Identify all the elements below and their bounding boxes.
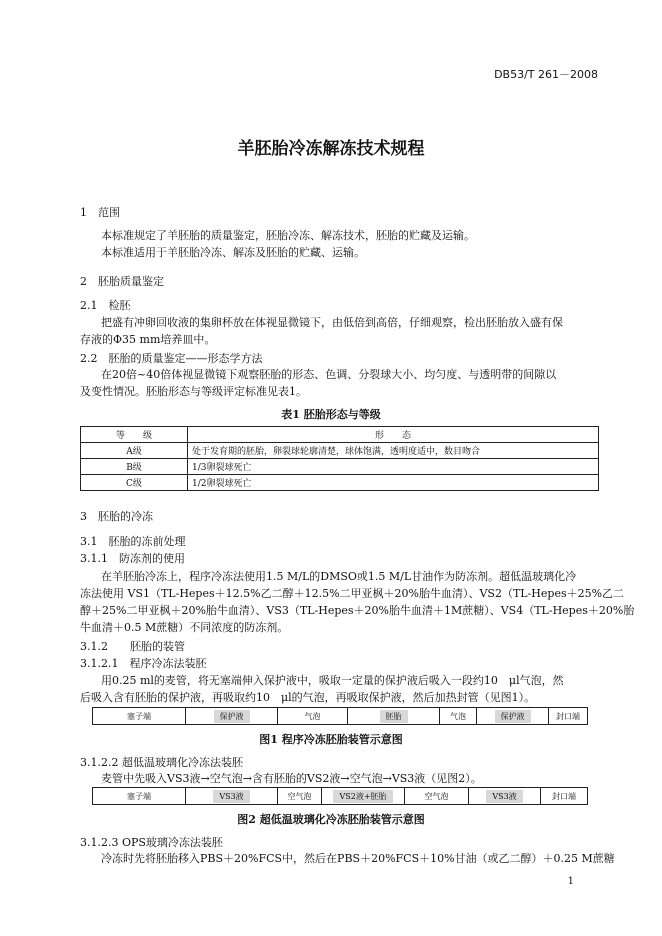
section-3-1-1-text-line: 醇＋25%二甲亚枫＋20%胎牛血清）、VS3（TL-Hepes＋20%胎牛血清＋1M蔗糖）、VS4（TL-Hepes＋20%胎 xyxy=(80,604,635,617)
straw-segment: VS3液 xyxy=(469,788,541,804)
straw-segment: 封口端 xyxy=(556,711,580,721)
embryo-grade-table xyxy=(80,426,599,491)
straw-diagram-figure-1 xyxy=(92,707,588,725)
section-3-1-2-heading: 3.1.2 胚胎的装管 xyxy=(80,640,185,653)
document-title: 羊胚胎冷冻解冻技术规程 xyxy=(237,139,425,159)
table-row xyxy=(81,459,599,475)
straw-segment: VS2液+胚胎 xyxy=(322,788,405,804)
straw-diagram-figure-2 xyxy=(92,787,588,805)
straw-segment: VS3液 xyxy=(186,788,278,804)
section-3-1-2-1-text-line: 后吸入含有胚胎的保护液，再吸取约10 μl的气泡，再吸取保护液，然后加热封管（见图1）。 xyxy=(80,691,536,704)
section-3-1-2-1-text-line: 用0.25 ml的麦管，将无塞端伸入保护液中，吸取一定量的保护液后吸入一段约10 μl气泡，然 xyxy=(101,674,564,687)
table-cell: A级 xyxy=(81,443,188,459)
section-3-1-1-text-line: 牛血清＋0.5 M蔗糖）不同浓度的防冻剂。 xyxy=(80,621,289,634)
table-header-row xyxy=(81,427,599,443)
page-number: 1 xyxy=(567,876,574,887)
section-1-paragraph-1: 本标准规定了羊胚胎的质量鉴定，胚胎冷冻、解冻技术，胚胎的贮藏及运输。 xyxy=(101,229,475,242)
straw-segment: 塞子端 xyxy=(93,708,186,724)
straw-segment: 气泡 xyxy=(278,708,348,724)
section-2-2-heading: 2.2 胚胎的质量鉴定——形态学方法 xyxy=(80,352,263,365)
table-header-cell: 形 态 xyxy=(188,427,599,443)
table-header-cell: 等 级 xyxy=(81,427,188,443)
section-3-1-2-3-text-line: 冷冻时先将胚胎移入PBS＋20%FCS中，然后在PBS＋20%FCS＋10%甘油（或乙二醇）＋0.25 M蔗糖 xyxy=(101,852,615,865)
section-2-heading: 2 胚胎质量鉴定 xyxy=(80,275,164,288)
section-3-1-1-heading: 3.1.1 防冻剂的使用 xyxy=(80,552,185,565)
straw-segment: 空气泡 xyxy=(405,788,469,804)
table-cell: B级 xyxy=(81,459,188,475)
section-3-heading: 3 胚胎的冷冻 xyxy=(80,510,153,523)
section-2-2-text-line: 在20倍~40倍体视显微镜下观察胚胎的形态、色调、分裂球大小、均匀度、与透明带的间隙以 xyxy=(101,368,557,381)
section-2-1-text-line: 把盛有冲卵回收液的集卵杯放在体视显微镜下，由低倍到高倍，仔细观察，检出胚胎放入盛有保 xyxy=(101,316,563,329)
table-cell: 1/2卵裂球死亡 xyxy=(188,475,599,491)
section-3-1-2-2-text-line: 麦管中先吸入VS3液→空气泡→含有胚胎的VS2液→空气泡→VS3液（见图2）。 xyxy=(101,772,482,785)
section-2-1-text-line: 存液的Φ35 mm培养皿中。 xyxy=(80,333,216,346)
straw-segment: 塞子端 xyxy=(93,788,186,804)
table-cell: C级 xyxy=(81,475,188,491)
table-row xyxy=(81,475,599,491)
table-1-caption: 表1 胚胎形态与等级 xyxy=(281,408,381,421)
section-2-1-heading: 2.1 检胚 xyxy=(80,299,131,312)
section-3-1-2-1-heading: 3.1.2.1 程序冷冻法装胚 xyxy=(80,657,207,670)
table-cell: 处于发育期的胚胎，卵裂球轮廓清楚，球体饱满，透明度适中，数目吻合 xyxy=(188,443,599,459)
section-3-1-1-text-line: 冻法使用 VS1（TL-Hepes＋12.5%乙二醇＋12.5%二甲亚枫＋20%胎牛血清）、VS2（TL-Hepes＋25%乙二 xyxy=(80,587,625,600)
straw-segment: 保护液 xyxy=(186,708,278,724)
straw-segment: 空气泡 xyxy=(278,788,322,804)
section-3-1-2-3-heading: 3.1.2.3 OPS玻璃冷冻法装胚 xyxy=(80,836,223,849)
standard-number: DB53/T 261－2008 xyxy=(494,68,598,81)
section-3-1-2-2-heading: 3.1.2.2 超低温玻璃化冷冻法装胚 xyxy=(80,756,243,769)
section-1-paragraph-2: 本标准适用于羊胚胎冷冻、解冻及胚胎的贮藏、运输。 xyxy=(101,246,365,259)
straw-segment: 气泡 xyxy=(440,708,477,724)
section-3-1-1-text-line: 在羊胚胎冷冻上，程序冷冻法使用1.5 M/L的DMSO或1.5 M/L甘油作为防冻剂。超低温玻璃化冷 xyxy=(101,570,577,583)
section-1-heading: 1 范围 xyxy=(80,206,120,219)
section-2-2-text-line: 及变性情况。胚胎形态与等级评定标准见表1。 xyxy=(80,385,307,398)
table-row xyxy=(81,443,599,459)
section-3-1-heading: 3.1 胚胎的冻前处理 xyxy=(80,535,186,548)
straw-segment: 保护液 xyxy=(477,708,549,724)
table-cell: 1/3卵裂球死亡 xyxy=(188,459,599,475)
figure-1-caption: 图1 程序冷冻胚胎装管示意图 xyxy=(259,733,403,746)
straw-segment: 胚胎 xyxy=(348,708,440,724)
straw-segment: 封口端 xyxy=(552,791,576,801)
figure-2-caption: 图2 超低温玻璃化冷冻胚胎装管示意图 xyxy=(237,813,425,826)
